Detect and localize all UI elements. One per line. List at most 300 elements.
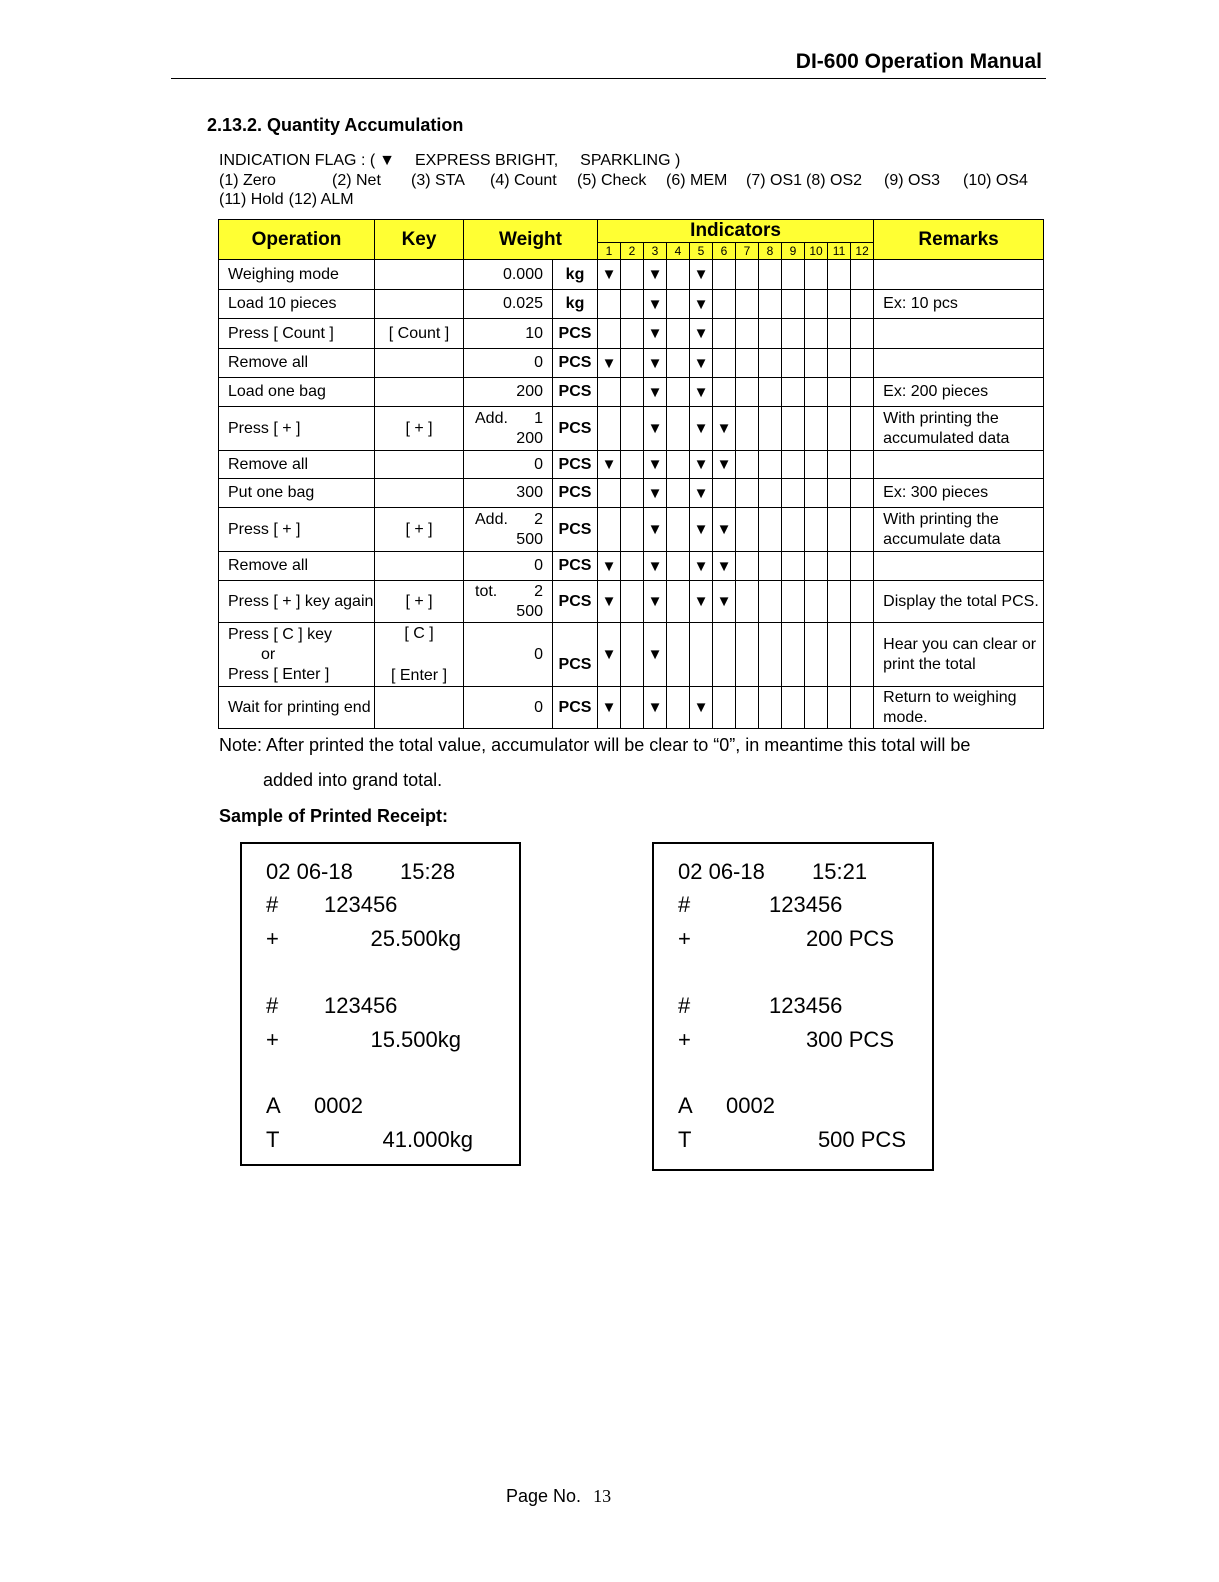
- indicator-cell: [782, 623, 805, 687]
- indicator-on-marker: ▼: [690, 687, 713, 729]
- table-row: [219, 349, 1044, 378]
- operation-cell: Remove all: [219, 451, 375, 479]
- page-label: Page No.: [506, 1486, 582, 1506]
- indicator-cell: [736, 349, 759, 378]
- indicator-cell: [667, 407, 690, 451]
- receipt-value: 300 PCS: [805, 1027, 894, 1052]
- remarks-cell: Ex: 10 pcs: [874, 290, 1044, 319]
- legend-item: (4) Count: [490, 172, 557, 189]
- indicator-cell: [828, 451, 851, 479]
- indicator-cell: [667, 378, 690, 407]
- indicator-cell: [667, 508, 690, 552]
- weight-prefix: Add.: [475, 510, 508, 528]
- operation-cell: Wait for printing end: [219, 687, 375, 729]
- indicator-on-marker: ▼: [598, 349, 621, 378]
- key-cell: [375, 349, 464, 378]
- receipt-a-label: A: [678, 1093, 693, 1118]
- receipt-time: 15:21: [812, 859, 868, 884]
- weight-value: 500: [516, 530, 543, 548]
- table-row: [219, 479, 1044, 508]
- table-row: [219, 687, 1044, 729]
- operation-cell: Weighing mode: [219, 260, 375, 290]
- indicator-cell: [782, 552, 805, 581]
- indicator-on-marker: ▼: [690, 349, 713, 378]
- key-text: [ C ]: [404, 624, 434, 642]
- indicator-on-marker: ▼: [713, 407, 736, 451]
- legend-item: (7) OS1: [746, 172, 803, 189]
- indicator-cell: [667, 290, 690, 319]
- indicator-cell: [828, 479, 851, 508]
- indicator-cell: [805, 581, 828, 623]
- indicator-number: 11: [828, 243, 851, 260]
- indicator-cell: [667, 260, 690, 290]
- operation-cell: [219, 623, 375, 687]
- indicator-cell: [782, 581, 805, 623]
- unit-cell: PCS: [553, 407, 598, 451]
- receipt-date: 02 06-18: [678, 859, 765, 884]
- remarks-cell: [874, 451, 1044, 479]
- indicator-cell: [621, 407, 644, 451]
- indicator-cell: [667, 319, 690, 349]
- weight-cell: [464, 581, 553, 623]
- indicator-cell: [736, 378, 759, 407]
- indicator-cell: [759, 319, 782, 349]
- indicator-cell: [851, 451, 874, 479]
- indicator-cell: [828, 508, 851, 552]
- weight-cell: 0: [464, 349, 553, 378]
- unit-cell: kg: [553, 260, 598, 290]
- indicator-cell: [667, 349, 690, 378]
- indicator-cell: [782, 407, 805, 451]
- indicator-cell: [736, 623, 759, 687]
- remarks-cell: Display the total PCS.: [874, 581, 1044, 623]
- indicator-on-marker: ▼: [644, 581, 667, 623]
- table-row: [219, 552, 1044, 581]
- indicator-legend-line-2: [219, 190, 354, 209]
- receipt-date: 02 06-18: [266, 859, 353, 884]
- receipt-id: 123456: [769, 892, 843, 917]
- key-cell: [375, 290, 464, 319]
- indicator-cell: [621, 451, 644, 479]
- unit-cell: PCS: [553, 349, 598, 378]
- page-number: [506, 1486, 611, 1507]
- remarks-cell: Ex: 200 pieces: [874, 378, 1044, 407]
- indicator-cell: [598, 479, 621, 508]
- receipt-t-label: T: [266, 1127, 280, 1152]
- indicator-cell: [621, 687, 644, 729]
- indicator-cell: [851, 349, 874, 378]
- indicator-cell: [759, 260, 782, 290]
- indicator-on-marker: ▼: [644, 290, 667, 319]
- indicator-on-marker: ▼: [713, 581, 736, 623]
- receipt-hash: #: [266, 892, 279, 917]
- operation-cell: Load 10 pieces: [219, 290, 375, 319]
- indicator-cell: [759, 349, 782, 378]
- remarks-cell: Return to weighing mode.: [874, 687, 1044, 729]
- indicator-cell: [667, 451, 690, 479]
- indicator-cell: [667, 687, 690, 729]
- receipt-a-value: 0002: [314, 1093, 363, 1118]
- indicator-number: 6: [713, 243, 736, 260]
- indicator-cell: [828, 687, 851, 729]
- indicator-on-marker: ▼: [644, 319, 667, 349]
- indicator-cell: [805, 290, 828, 319]
- weight-count: 2: [534, 510, 543, 528]
- indicator-cell: [736, 451, 759, 479]
- weight-cell: [464, 407, 553, 451]
- indicator-cell: [621, 623, 644, 687]
- indicator-cell: [667, 552, 690, 581]
- indicator-cell: [828, 319, 851, 349]
- indication-flag-line: [219, 151, 680, 170]
- weight-cell: 0: [464, 687, 553, 729]
- table-row: [219, 451, 1044, 479]
- indicator-cell: [713, 378, 736, 407]
- remarks-cell: With printing the accumulated data: [874, 407, 1044, 451]
- indicator-cell: [621, 581, 644, 623]
- indicator-number: 4: [667, 243, 690, 260]
- header-weight: Weight: [464, 220, 598, 260]
- indicator-cell: [759, 552, 782, 581]
- indicator-number: 5: [690, 243, 713, 260]
- indicator-cell: [736, 407, 759, 451]
- indicator-cell: [736, 290, 759, 319]
- indicator-cell: [736, 479, 759, 508]
- indicator-cell: [805, 378, 828, 407]
- indicator-cell: [759, 623, 782, 687]
- indicator-cell: [851, 378, 874, 407]
- indicator-cell: [828, 290, 851, 319]
- indicator-cell: [805, 552, 828, 581]
- weight-cell: 200: [464, 378, 553, 407]
- indicator-cell: [736, 552, 759, 581]
- indicator-on-marker: ▼: [690, 260, 713, 290]
- remarks-cell: [874, 260, 1044, 290]
- indicator-cell: [713, 349, 736, 378]
- unit-cell: PCS: [553, 581, 598, 623]
- flag-sparkling: SPARKLING ): [580, 152, 681, 169]
- receipt-total: 500 PCS: [817, 1127, 906, 1152]
- indicator-on-marker: ▼: [690, 581, 713, 623]
- receipt-pcs: [652, 842, 934, 1171]
- indicator-cell: [782, 508, 805, 552]
- key-cell: [ + ]: [375, 508, 464, 552]
- indicator-cell: [851, 319, 874, 349]
- indicator-cell: [713, 260, 736, 290]
- indicator-on-marker: ▼: [713, 508, 736, 552]
- weight-count: 1: [534, 409, 543, 427]
- receipt-plus: +: [678, 1027, 691, 1052]
- header-remarks: Remarks: [874, 220, 1044, 260]
- indicator-on-marker: ▼: [598, 451, 621, 479]
- indicator-cell: [828, 349, 851, 378]
- unit-cell: PCS: [553, 378, 598, 407]
- legend-item: (1) Zero: [219, 172, 276, 189]
- flag-express: EXPRESS BRIGHT,: [415, 152, 559, 169]
- indicator-on-marker: ▼: [598, 581, 621, 623]
- indicator-cell: [736, 581, 759, 623]
- indicator-cell: [621, 479, 644, 508]
- indicator-number: 12: [851, 243, 874, 260]
- indicator-cell: [713, 479, 736, 508]
- unit-cell: PCS: [553, 479, 598, 508]
- operation-cell: Put one bag: [219, 479, 375, 508]
- key-cell: [375, 479, 464, 508]
- note-line-1: Note: After printed the total value, accumulator will be clear to “0”, in meantime this total will be: [219, 735, 971, 755]
- table-row: [219, 319, 1044, 349]
- indication-flag-label: INDICATION FLAG : (: [219, 152, 376, 169]
- receipt-hash: #: [678, 993, 691, 1018]
- key-cell: [ Count ]: [375, 319, 464, 349]
- note-line-2: added into grand total.: [263, 770, 443, 790]
- weight-cell: [464, 508, 553, 552]
- indicator-cell: [713, 623, 736, 687]
- indicator-on-marker: ▼: [690, 319, 713, 349]
- key-cell: [ + ]: [375, 407, 464, 451]
- table-row: [219, 508, 1044, 552]
- weight-cell: 0: [464, 552, 553, 581]
- legend-item: (9) OS3: [884, 172, 941, 189]
- indicator-cell: [621, 260, 644, 290]
- unit-cell: PCS: [553, 508, 598, 552]
- indicator-cell: [759, 290, 782, 319]
- operation-text: Press [ Enter ]: [228, 665, 330, 683]
- indicator-cell: [759, 479, 782, 508]
- indicator-cell: [667, 623, 690, 687]
- indicator-on-marker: ▼: [690, 508, 713, 552]
- indicator-cell: [736, 508, 759, 552]
- table-row: [219, 290, 1044, 319]
- indicator-cell: [782, 479, 805, 508]
- weight-cell: 10: [464, 319, 553, 349]
- legend-item: (2) Net: [332, 172, 381, 189]
- indicator-cell: [713, 319, 736, 349]
- indicator-cell: [828, 552, 851, 581]
- table-row: [219, 581, 1044, 623]
- unit-cell: PCS: [553, 451, 598, 479]
- indicator-legend-line-1: [219, 171, 1028, 190]
- legend-item: (6) MEM: [666, 172, 728, 189]
- operation-cell: Press [ + ]: [219, 407, 375, 451]
- indicator-on-marker: ▼: [713, 552, 736, 581]
- indicator-cell: [805, 319, 828, 349]
- operation-cell: Remove all: [219, 349, 375, 378]
- indicator-on-marker: ▼: [598, 260, 621, 290]
- operation-cell: Press [ Count ]: [219, 319, 375, 349]
- indicator-cell: [851, 508, 874, 552]
- indicator-cell: [759, 378, 782, 407]
- indicator-cell: [667, 479, 690, 508]
- indicator-cell: [621, 552, 644, 581]
- indicator-cell: [782, 319, 805, 349]
- receipt-plus: +: [266, 1027, 279, 1052]
- indicator-cell: [621, 508, 644, 552]
- indicator-cell: [759, 407, 782, 451]
- indicator-on-marker: ▼: [598, 687, 621, 729]
- indicator-cell: [805, 479, 828, 508]
- indicator-cell: [759, 581, 782, 623]
- indicator-cell: [759, 508, 782, 552]
- unit-cell: PCS: [553, 319, 598, 349]
- indicator-cell: [736, 260, 759, 290]
- indicator-cell: [713, 290, 736, 319]
- weight-cell: 0: [464, 623, 553, 687]
- header-key: Key: [375, 220, 464, 260]
- key-cell: [375, 687, 464, 729]
- receipt-total: 41.000kg: [382, 1127, 473, 1152]
- table-row: [219, 407, 1044, 451]
- indicator-number: 9: [782, 243, 805, 260]
- receipt-id: 123456: [769, 993, 843, 1018]
- receipt-id: 123456: [324, 892, 398, 917]
- operation-or: or: [261, 645, 276, 663]
- remarks-cell: Ex: 300 pieces: [874, 479, 1044, 508]
- indicator-on-marker: ▼: [644, 687, 667, 729]
- remarks-cell: With printing the accumulate data: [874, 508, 1044, 552]
- indicator-cell: [782, 349, 805, 378]
- key-cell: [375, 623, 464, 687]
- weight-cell: 0.025: [464, 290, 553, 319]
- receipt-kg: [240, 842, 521, 1166]
- section-heading: 2.13.2. Quantity Accumulation: [207, 115, 464, 135]
- indicator-cell: [713, 687, 736, 729]
- legend-item: (8) OS2: [806, 172, 863, 189]
- indicator-cell: [782, 687, 805, 729]
- operation-table: [218, 219, 1044, 729]
- unit-cell: PCS: [553, 687, 598, 729]
- legend-item: (5) Check: [577, 172, 647, 189]
- legend-item: (11) Hold: [219, 191, 284, 208]
- legend-item: (10) OS4: [963, 172, 1028, 189]
- indicator-on-marker: ▼: [690, 451, 713, 479]
- indicator-cell: [805, 687, 828, 729]
- indicator-on-marker: ▼: [644, 623, 667, 687]
- indicator-cell: [851, 290, 874, 319]
- indicator-cell: [805, 349, 828, 378]
- indicator-cell: [851, 260, 874, 290]
- indicator-on-marker: ▼: [644, 349, 667, 378]
- indicator-cell: [598, 319, 621, 349]
- indicator-cell: [690, 623, 713, 687]
- weight-value: 500: [516, 602, 543, 620]
- receipt-plus: +: [266, 926, 279, 951]
- indicator-on-marker: ▼: [644, 407, 667, 451]
- indicator-on-marker: ▼: [690, 290, 713, 319]
- remarks-cell: [874, 349, 1044, 378]
- indicator-cell: [736, 319, 759, 349]
- indicator-cell: [621, 290, 644, 319]
- header-operation: Operation: [219, 220, 375, 260]
- indicator-cell: [805, 451, 828, 479]
- legend-item: (12) ALM: [288, 191, 354, 208]
- indicator-number: 3: [644, 243, 667, 260]
- key-cell: [375, 378, 464, 407]
- weight-cell: 300: [464, 479, 553, 508]
- receipt-id: 123456: [324, 993, 398, 1018]
- receipt-t-label: T: [678, 1127, 692, 1152]
- indicator-cell: [828, 260, 851, 290]
- indicator-cell: [851, 623, 874, 687]
- indicator-cell: [828, 581, 851, 623]
- receipt-value: 15.500kg: [370, 1027, 461, 1052]
- indicator-on-marker: ▼: [644, 508, 667, 552]
- indicator-on-marker: ▼: [690, 552, 713, 581]
- key-cell: [375, 552, 464, 581]
- weight-prefix: tot.: [475, 582, 498, 600]
- operation-cell: Press [ + ] key again: [219, 581, 375, 623]
- weight-cell: 0.000: [464, 260, 553, 290]
- remarks-cell: [874, 552, 1044, 581]
- page-number-value: 13: [593, 1486, 612, 1506]
- header-divider: [171, 78, 1046, 79]
- receipt-plus: +: [678, 926, 691, 951]
- indicator-number: 1: [598, 243, 621, 260]
- operation-cell: Press [ + ]: [219, 508, 375, 552]
- indicator-number: 2: [621, 243, 644, 260]
- flag-arrow-icon: ▼: [379, 152, 395, 169]
- indicator-cell: [851, 479, 874, 508]
- key-cell: [ + ]: [375, 581, 464, 623]
- indicator-number: 8: [759, 243, 782, 260]
- indicator-on-marker: ▼: [690, 479, 713, 508]
- indicator-cell: [851, 581, 874, 623]
- operation-text: Press [ C ] key: [228, 625, 333, 643]
- remarks-cell: Hear you can clear or print the total: [874, 623, 1044, 687]
- indicator-cell: [621, 378, 644, 407]
- operation-cell: Remove all: [219, 552, 375, 581]
- indicator-cell: [759, 451, 782, 479]
- key-cell: [375, 451, 464, 479]
- indicator-cell: [805, 407, 828, 451]
- indicator-cell: [782, 451, 805, 479]
- receipt-a-value: 0002: [726, 1093, 775, 1118]
- indicator-cell: [598, 407, 621, 451]
- indicator-cell: [828, 407, 851, 451]
- unit-cell: kg: [553, 290, 598, 319]
- table-row: [219, 623, 1044, 687]
- unit-cell: PCS: [553, 623, 598, 687]
- indicator-cell: [828, 378, 851, 407]
- document-title: DI-600 Operation Manual: [795, 50, 1042, 73]
- indicator-on-marker: ▼: [644, 378, 667, 407]
- indicator-cell: [782, 378, 805, 407]
- indicator-cell: [782, 290, 805, 319]
- indicator-cell: [736, 687, 759, 729]
- indicator-cell: [621, 319, 644, 349]
- indicator-cell: [759, 687, 782, 729]
- weight-value: 200: [516, 429, 543, 447]
- receipt-hash: #: [678, 892, 691, 917]
- indicator-cell: [828, 623, 851, 687]
- unit-cell: PCS: [553, 552, 598, 581]
- operation-cell: Load one bag: [219, 378, 375, 407]
- weight-cell: 0: [464, 451, 553, 479]
- indicator-cell: [598, 378, 621, 407]
- receipt-value: 25.500kg: [370, 926, 461, 951]
- indicator-number: 10: [805, 243, 828, 260]
- receipt-time: 15:28: [400, 859, 456, 884]
- indicator-on-marker: ▼: [644, 479, 667, 508]
- indicator-cell: [598, 290, 621, 319]
- indicator-on-marker: ▼: [644, 260, 667, 290]
- indicator-on-marker: ▼: [690, 407, 713, 451]
- table-row: [219, 378, 1044, 407]
- indicator-cell: [851, 687, 874, 729]
- indicator-on-marker: ▼: [598, 623, 621, 687]
- receipt-value: 200 PCS: [805, 926, 894, 951]
- indicator-number: 7: [736, 243, 759, 260]
- indicator-on-marker: ▼: [598, 552, 621, 581]
